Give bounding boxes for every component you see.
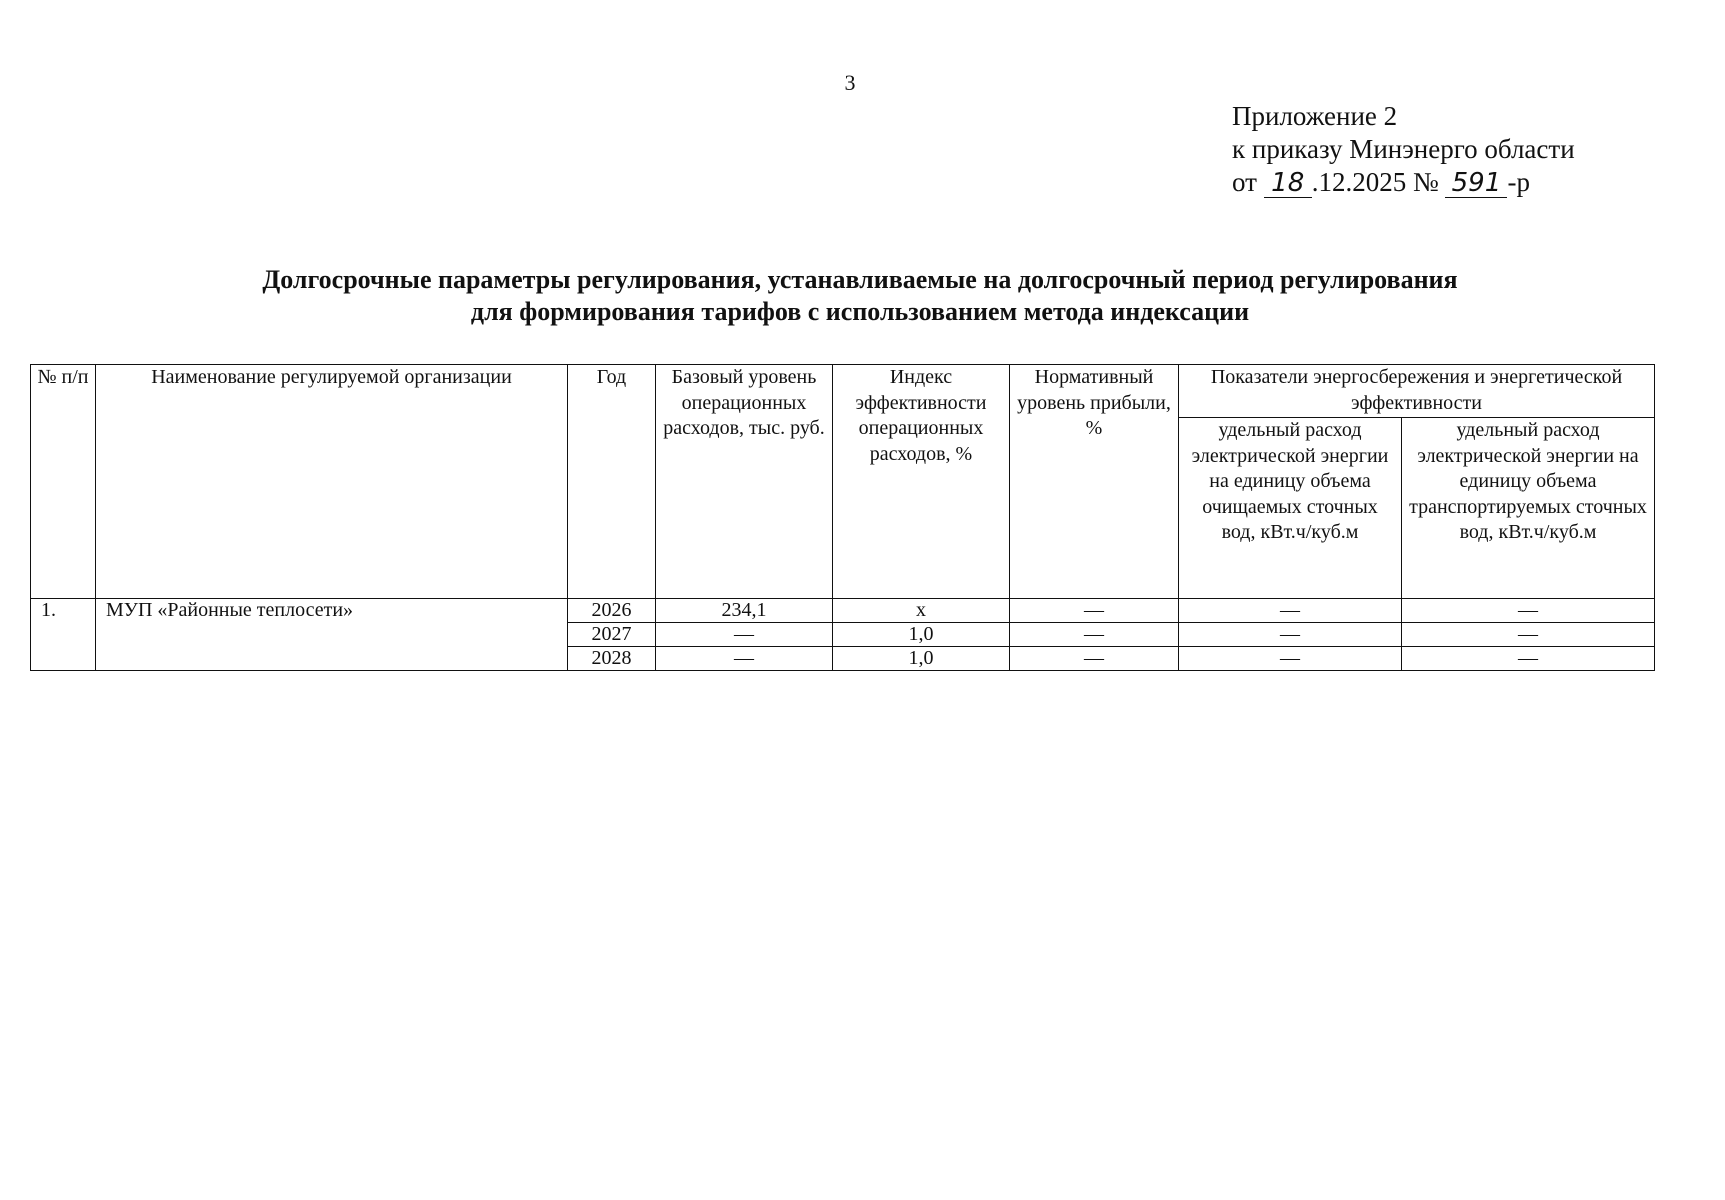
cell-energy-treated: — [1179,623,1402,647]
parameters-table [30,364,1655,671]
header-energy-treated-water: удельный расход электрической энергии на единицу объема очищаемых сточных вод, кВт.ч/куб.м [1179,418,1402,599]
cell-efficiency-index: 1,0 [833,647,1010,671]
header-energy-transported-water: удельный расход электрической энергии на единицу объема транспортируемых сточных вод, кВт.ч/куб.м [1402,418,1655,599]
cell-energy-transported: — [1402,623,1655,647]
appendix-order-reference: к приказу Минэнерго области [1232,134,1575,164]
header-efficiency-index: Индекс эффективности операционных расходов, % [833,365,1010,599]
title-line-2: для формирования тарифов с использованием метода индексации [470,297,1250,326]
appendix-date-line [1232,166,1575,199]
row-number: 1. [31,599,96,671]
handwritten-order-number: 591 [1445,169,1507,198]
appendix-title: Приложение 2 [1232,101,1398,131]
header-profit-level: Нормативный уровень прибыли, % [1010,365,1179,599]
cell-energy-transported: — [1402,647,1655,671]
header-base-level: Базовый уровень операционных расходов, тыс. руб. [656,365,833,599]
cell-efficiency-index: x [833,599,1010,623]
appendix-header [1232,100,1575,199]
organization-name: МУП «Районные теплосети» [96,599,568,671]
page-number: 3 [844,70,856,95]
date-rest: .12.2025 № [1311,167,1439,197]
header-number: № п/п [31,365,96,599]
table-row [31,599,1655,623]
cell-base-level: 234,1 [656,599,833,623]
header-organization-name: Наименование регулируемой организации [96,365,568,599]
handwritten-day: 18 [1264,169,1312,198]
order-suffix: -р [1507,167,1530,197]
cell-efficiency-index: 1,0 [833,623,1010,647]
document-title [60,264,1660,328]
cell-profit-level: — [1010,623,1179,647]
title-line-1: Долгосрочные параметры регулирования, устанавливаемые на долгосрочный период регулирования [262,265,1458,294]
cell-energy-treated: — [1179,647,1402,671]
cell-year: 2026 [568,599,656,623]
cell-base-level: — [656,647,833,671]
cell-year: 2028 [568,647,656,671]
cell-energy-transported: — [1402,599,1655,623]
cell-year: 2027 [568,623,656,647]
header-year: Год [568,365,656,599]
header-energy-indicators: Показатели энергосбережения и энергетической эффективности [1179,365,1655,418]
cell-energy-treated: — [1179,599,1402,623]
cell-base-level: — [656,623,833,647]
date-prefix: от [1232,167,1257,197]
cell-profit-level: — [1010,647,1179,671]
cell-profit-level: — [1010,599,1179,623]
